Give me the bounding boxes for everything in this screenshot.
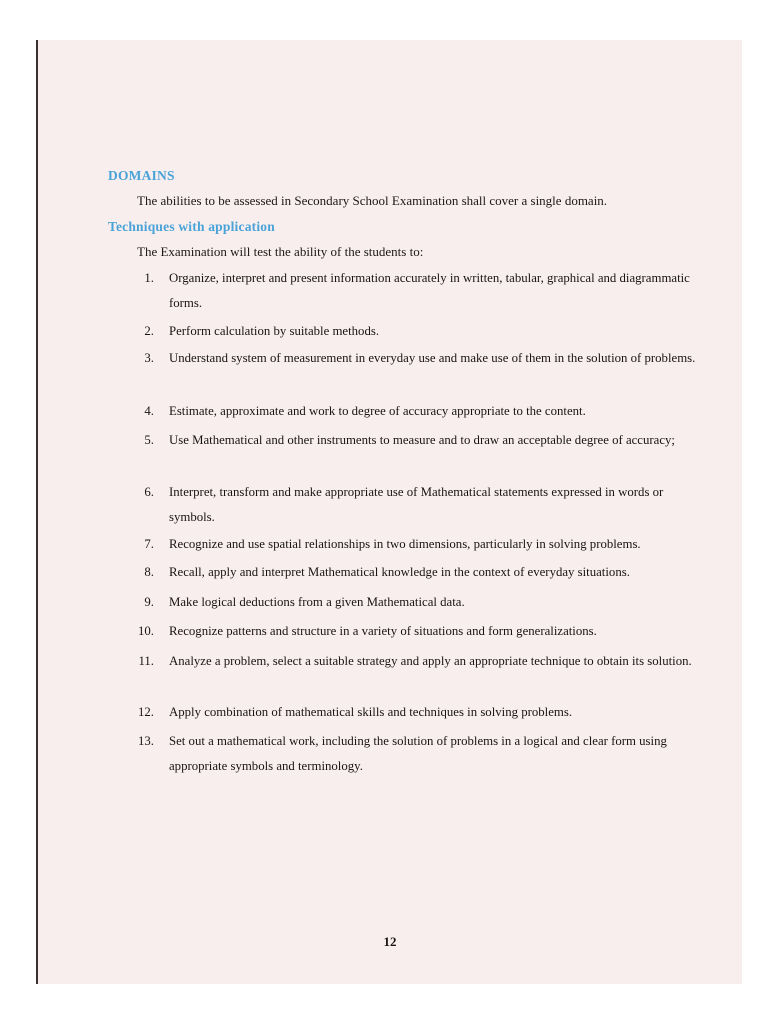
item-number: 9. [144, 595, 154, 609]
item-number: 6. [144, 485, 154, 499]
item-number: 8. [144, 565, 154, 579]
item-number: 11. [138, 654, 154, 668]
item-number: 13. [138, 734, 154, 748]
item-number: 3. [144, 351, 154, 365]
item-number: 10. [138, 624, 154, 638]
item-text: Understand system of measurement in everyday use and make use of them in the solution of problems. [169, 351, 696, 365]
item-number: 7. [144, 537, 154, 551]
item-text: Set out a mathematical work, including the solution of problems in a logical and clear form using appropriate symbols and terminology. [169, 734, 667, 773]
item-text: Apply combination of mathematical skills and techniques in solving problems. [169, 705, 573, 719]
item-text: Perform calculation by suitable methods. [169, 324, 380, 338]
item-text: Recognize patterns and structure in a variety of situations and form generalizations. [169, 624, 597, 638]
page-number: 12 [383, 934, 397, 949]
item-text: Make logical deductions from a given Mathematical data. [169, 595, 465, 609]
item-text: Analyze a problem, select a suitable strategy and apply an appropriate technique to obtain its solution. [169, 654, 692, 668]
techniques-heading: Techniques with application [108, 219, 275, 234]
lead-paragraph: The Examination will test the ability of the students to: [137, 244, 424, 259]
item-text: Use Mathematical and other instruments to measure and to draw an acceptable degree of accuracy; [169, 433, 675, 447]
item-text: Organize, interpret and present information accurately in written, tabular, graphical and diagrammatic forms. [169, 271, 690, 310]
item-text: Interpret, transform and make appropriate use of Mathematical statements expressed in words or symbols. [169, 485, 664, 524]
intro-paragraph: The abilities to be assessed in Secondary School Examination shall cover a single domain. [137, 193, 608, 208]
item-number: 2. [144, 324, 154, 338]
item-text: Recall, apply and interpret Mathematical knowledge in the context of everyday situations. [169, 565, 630, 579]
item-text: Recognize and use spatial relationships in two dimensions, particularly in solving problems. [169, 537, 641, 551]
item-number: 5. [144, 433, 154, 447]
domains-heading: DOMAINS [108, 168, 175, 183]
item-number: 4. [144, 404, 154, 418]
item-text: Estimate, approximate and work to degree of accuracy appropriate to the content. [169, 404, 586, 418]
item-number: 1. [144, 271, 154, 285]
item-number: 12. [138, 705, 154, 719]
